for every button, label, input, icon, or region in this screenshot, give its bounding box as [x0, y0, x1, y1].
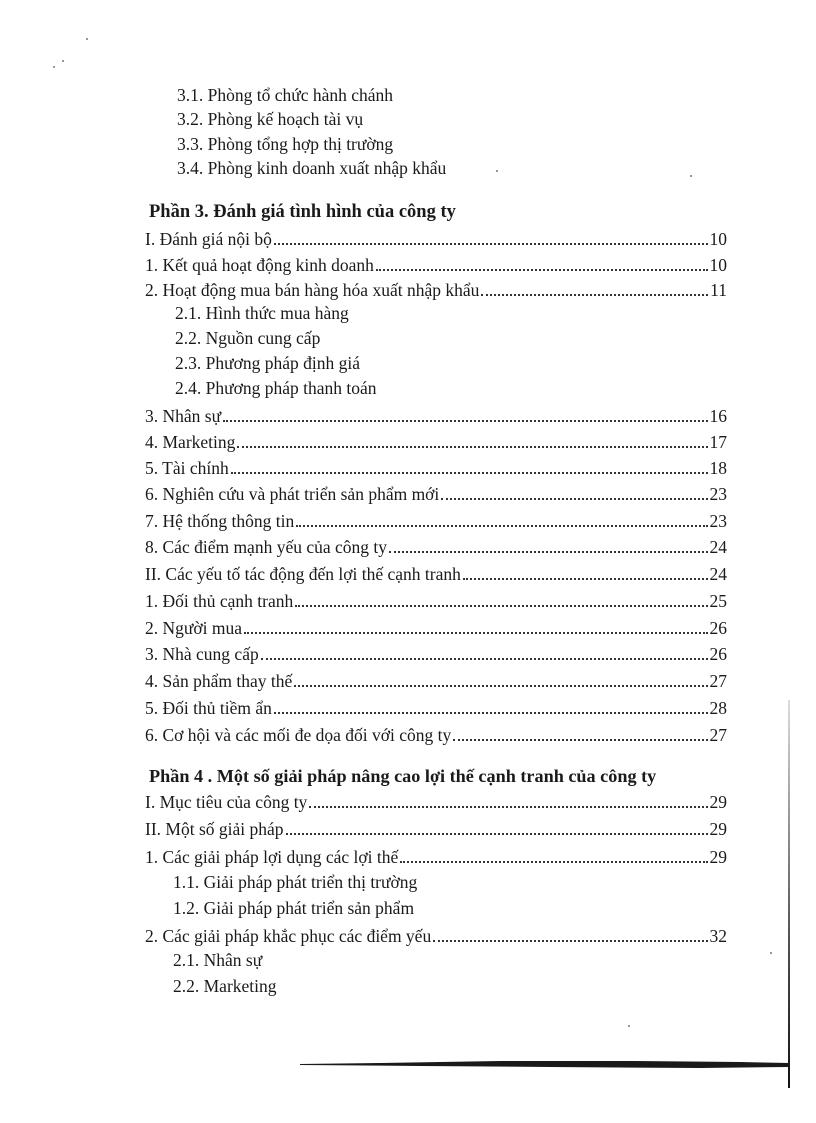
toc-entry-page: 18 [709, 458, 727, 478]
toc-entry [145, 643, 727, 665]
scan-speck [86, 38, 88, 40]
toc-entry-label: 1. Kết quả hoạt động kinh doanh [145, 255, 374, 275]
dot-leader [223, 420, 707, 422]
toc-subitem: 2.4. Phương pháp thanh toán [175, 378, 377, 398]
toc-entry [145, 791, 727, 813]
toc-entry [145, 925, 727, 947]
toc-entry-label: 5. Đối thủ tiềm ẩn [145, 698, 272, 718]
toc-entry-label: 1. Các giải pháp lợi dụng các lợi thế [145, 847, 399, 867]
dot-leader [231, 472, 708, 474]
toc-subitem: 2.2. Nguồn cung cấp [175, 328, 321, 348]
toc-entry-label: II. Các yếu tố tác động đến lợi thế cạnh tranh [145, 564, 461, 584]
toc-entry [145, 846, 727, 868]
toc-entry-page: 26 [709, 618, 727, 638]
toc-entry [145, 590, 727, 612]
toc-entry-page: 24 [709, 537, 727, 557]
dot-leader [376, 269, 708, 271]
toc-entry-page: 16 [709, 406, 727, 426]
toc-subitem: 1.2. Giải pháp phát triển sản phẩm [173, 898, 415, 918]
toc-entry [145, 431, 727, 453]
dot-leader [274, 243, 708, 245]
scan-speck [628, 1025, 630, 1027]
toc-entry-label: 3. Nhà cung cấp [145, 644, 259, 664]
toc-entry [145, 228, 727, 250]
toc-entry [145, 483, 727, 505]
dot-leader [309, 806, 707, 808]
dot-leader [463, 578, 708, 580]
dot-leader [237, 446, 707, 448]
toc-entry [145, 279, 727, 301]
scan-speck [53, 66, 55, 68]
toc-entry [145, 510, 727, 532]
toc-entry-page: 29 [709, 847, 727, 867]
dot-leader [389, 551, 707, 553]
toc-entry-label: 2. Hoạt động mua bán hàng hóa xuất nhập khẩu [145, 280, 480, 300]
toc-entry-page: 24 [709, 564, 727, 584]
toc-entry-label: 4. Marketing [145, 432, 236, 452]
toc-entry-page: 27 [709, 671, 727, 691]
toc-entry-label: 1. Đối thủ cạnh tranh [145, 591, 294, 611]
toc-entry-page: 32 [709, 926, 727, 946]
toc-entry-label: II. Một số giải pháp [145, 819, 284, 839]
scan-edge-line [788, 700, 790, 1088]
toc-entry [145, 405, 727, 427]
dot-leader [296, 525, 707, 527]
toc-entry-label: 6. Nghiên cứu và phát triển sản phẩm mới [145, 484, 440, 504]
toc-entry-label: 2. Người mua [145, 618, 242, 638]
toc-entry-label: 3. Nhân sự [145, 406, 222, 426]
toc-entry [145, 457, 727, 479]
toc-subitem: 1.1. Giải pháp phát triển thị trường [173, 872, 418, 892]
toc-entry-page: 25 [709, 591, 727, 611]
dot-leader [453, 739, 707, 741]
toc-entry [145, 818, 727, 840]
toc-subitem: 3.3. Phòng tổng hợp thị trường [177, 134, 394, 154]
toc-entry-page: 23 [709, 511, 727, 531]
toc-entry [145, 617, 727, 639]
toc-entry-page: 26 [709, 644, 727, 664]
toc-entry-page: 28 [709, 698, 727, 718]
toc-entry-page: 11 [710, 280, 727, 300]
toc-entry-label: 7. Hệ thống thông tin [145, 511, 295, 531]
toc-entry [145, 697, 727, 719]
toc-subitem: 3.2. Phòng kế hoạch tài vụ [177, 109, 364, 129]
toc-entry-label: I. Đánh giá nội bộ [145, 229, 272, 249]
scan-edge-shadow [300, 1059, 790, 1069]
dot-leader [400, 861, 707, 863]
toc-subitem: 3.1. Phòng tổ chức hành chánh [177, 85, 394, 105]
toc-subitem: 2.1. Hình thức mua hàng [175, 303, 349, 323]
toc-entry-label: 4. Sản phẩm thay thế [145, 671, 293, 691]
toc-entry [145, 254, 727, 276]
toc-entry [145, 536, 727, 558]
toc-entry-page: 27 [709, 725, 727, 745]
toc-entry [145, 724, 727, 746]
toc-entry-page: 29 [709, 819, 727, 839]
toc-entry-page: 23 [709, 484, 727, 504]
toc-entry-page: 29 [709, 792, 727, 812]
toc-subitem: 2.3. Phương pháp định giá [175, 353, 360, 373]
dot-leader [261, 658, 708, 660]
toc-entry-page: 10 [709, 255, 727, 275]
toc-entry-page: 17 [709, 432, 727, 452]
toc-entry-page: 10 [709, 229, 727, 249]
scan-speck [690, 175, 692, 177]
toc-entry [145, 563, 727, 585]
dot-leader [274, 712, 708, 714]
dot-leader [481, 294, 708, 296]
dot-leader [286, 833, 708, 835]
dot-leader [441, 498, 707, 500]
scan-speck [62, 60, 64, 62]
scan-speck [496, 170, 498, 172]
toc-entry [145, 670, 727, 692]
toc-entry-label: I. Mục tiêu của công ty [145, 792, 308, 812]
part4-heading: Phần 4 . Một số giải pháp nâng cao lợi thế cạnh tranh của công ty [149, 766, 657, 786]
toc-entry-label: 5. Tài chính [145, 458, 229, 478]
part3-heading: Phần 3. Đánh giá tình hình của công ty [149, 202, 456, 222]
toc-subitem: 2.1. Nhân sự [173, 950, 263, 970]
toc-entry-label: 6. Cơ hội và các mối đe dọa đối với công ty [145, 725, 452, 745]
toc-subitem: 2.2. Marketing [173, 976, 277, 996]
toc-entry-label: 8. Các điểm mạnh yếu của công ty [145, 537, 388, 557]
toc-subitem: 3.4. Phòng kinh doanh xuất nhập khẩu [177, 158, 447, 178]
dot-leader [244, 632, 708, 634]
toc-entry-label: 2. Các giải pháp khắc phục các điểm yếu [145, 926, 432, 946]
dot-leader [294, 685, 707, 687]
scan-speck [770, 952, 772, 954]
dot-leader [295, 605, 707, 607]
dot-leader [433, 940, 707, 942]
